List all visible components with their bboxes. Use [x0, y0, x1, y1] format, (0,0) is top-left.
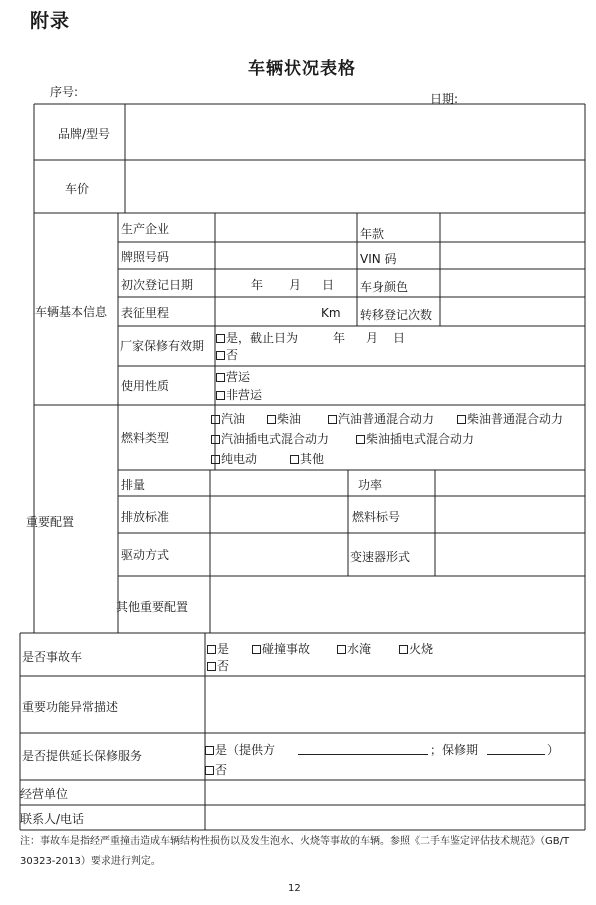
checkbox-icon	[328, 415, 337, 424]
checkbox-icon	[216, 373, 225, 382]
fuel-option-diesel-hybrid[interactable]: 柴油普通混合动力	[457, 410, 563, 427]
warranty-yes-option[interactable]: 是，截止日为	[216, 329, 298, 346]
fuel-type-label: 燃料类型	[121, 431, 170, 445]
manufacturer-label: 生产企业	[121, 222, 170, 236]
extended-warranty-no-option[interactable]: 否	[205, 761, 227, 778]
extended-warranty-yes-option[interactable]: 是（提供方	[205, 741, 275, 758]
drive-label: 驱动方式	[121, 548, 170, 562]
usage-noncommercial-option[interactable]: 非营运	[216, 386, 262, 403]
checkbox-icon	[457, 415, 466, 424]
dealer-label: 经营单位	[20, 787, 69, 801]
accident-label: 是否事故车	[22, 650, 83, 664]
footnote: 注：事故车是指经严重撞击造成车辆结构性损伤以及发生泡水、火烧等事故的车辆。参照《二手车鉴定评估技术规范》（GB/T 30323-2013）要求进行判定。	[20, 836, 570, 867]
emission-label: 排放标准	[121, 510, 170, 524]
checkbox-icon	[205, 766, 214, 775]
plate-label: 牌照号码	[121, 250, 170, 264]
extended-warranty-label: 是否提供延长保修服务	[22, 749, 143, 763]
warranty-year-unit: 年	[333, 331, 346, 345]
provider-blank[interactable]	[298, 754, 428, 755]
fuel-option-gasoline-phev[interactable]: 汽油插电式混合动力	[211, 430, 329, 447]
appendix-heading: 附录	[30, 10, 71, 32]
warranty-day-unit: 日	[393, 331, 406, 345]
fuel-option-other[interactable]: 其他	[290, 450, 324, 467]
accident-flood-option[interactable]: 水淹	[337, 640, 371, 657]
abnormal-function-label: 重要功能异常描述	[22, 700, 119, 714]
fuel-option-gasoline[interactable]: 汽油	[211, 410, 245, 427]
first-registration-label: 初次登记日期	[121, 278, 194, 292]
key-config-label: 重要配置	[26, 515, 75, 529]
displacement-label: 排量	[121, 478, 146, 492]
checkbox-icon	[216, 334, 225, 343]
fuel-option-electric[interactable]: 纯电动	[211, 450, 257, 467]
month-unit: 月	[289, 278, 302, 292]
model-year-label: 年款	[360, 227, 385, 241]
usage-label: 使用性质	[121, 379, 170, 393]
other-config-label: 其他重要配置	[116, 600, 189, 614]
km-unit: Km	[321, 306, 341, 320]
checkbox-icon	[205, 746, 214, 755]
checkbox-icon	[252, 645, 261, 654]
power-label: 功率	[358, 478, 383, 492]
page-number: 12	[288, 883, 301, 894]
warranty-label: 厂家保修有效期	[120, 339, 205, 353]
fuel-option-diesel-phev[interactable]: 柴油插电式混合动力	[356, 430, 474, 447]
checkbox-icon	[399, 645, 408, 654]
checkbox-icon	[356, 435, 365, 444]
warranty-period-label: ；保修期	[430, 743, 479, 757]
contact-label: 联系人/电话	[20, 812, 85, 826]
warranty-no-option[interactable]: 否	[216, 346, 238, 363]
accident-yes-option[interactable]: 是	[207, 640, 229, 657]
date-label: 日期:	[430, 92, 459, 106]
accident-collision-option[interactable]: 碰撞事故	[252, 640, 310, 657]
brand-model-label: 品牌/型号	[58, 127, 111, 141]
checkbox-icon	[290, 455, 299, 464]
warranty-month-unit: 月	[366, 331, 379, 345]
checkbox-icon	[216, 391, 225, 400]
close-paren: ）	[547, 743, 560, 757]
transmission-label: 变速器形式	[350, 550, 411, 564]
checkbox-icon	[267, 415, 276, 424]
transfer-count-label: 转移登记次数	[360, 308, 433, 322]
body-color-label: 车身颜色	[360, 280, 409, 294]
checkbox-icon	[211, 435, 220, 444]
period-blank[interactable]	[487, 754, 545, 755]
fuel-option-diesel[interactable]: 柴油	[267, 410, 301, 427]
accident-no-option[interactable]: 否	[207, 657, 229, 674]
basic-info-label: 车辆基本信息	[35, 305, 108, 319]
checkbox-icon	[207, 645, 216, 654]
year-unit: 年	[251, 278, 264, 292]
day-unit: 日	[322, 278, 335, 292]
accident-fire-option[interactable]: 火烧	[399, 640, 433, 657]
mileage-label: 表征里程	[121, 306, 170, 320]
checkbox-icon	[211, 455, 220, 464]
fuel-grade-label: 燃料标号	[352, 510, 401, 524]
checkbox-icon	[337, 645, 346, 654]
vin-label: VIN 码	[360, 252, 397, 266]
form-title: 车辆状况表格	[248, 59, 356, 79]
price-label: 车价	[65, 182, 90, 196]
serial-label: 序号:	[50, 85, 79, 99]
fuel-option-gasoline-hybrid[interactable]: 汽油普通混合动力	[328, 410, 434, 427]
usage-commercial-option[interactable]: 营运	[216, 368, 250, 385]
checkbox-icon	[207, 662, 216, 671]
checkbox-icon	[211, 415, 220, 424]
checkbox-icon	[216, 351, 225, 360]
